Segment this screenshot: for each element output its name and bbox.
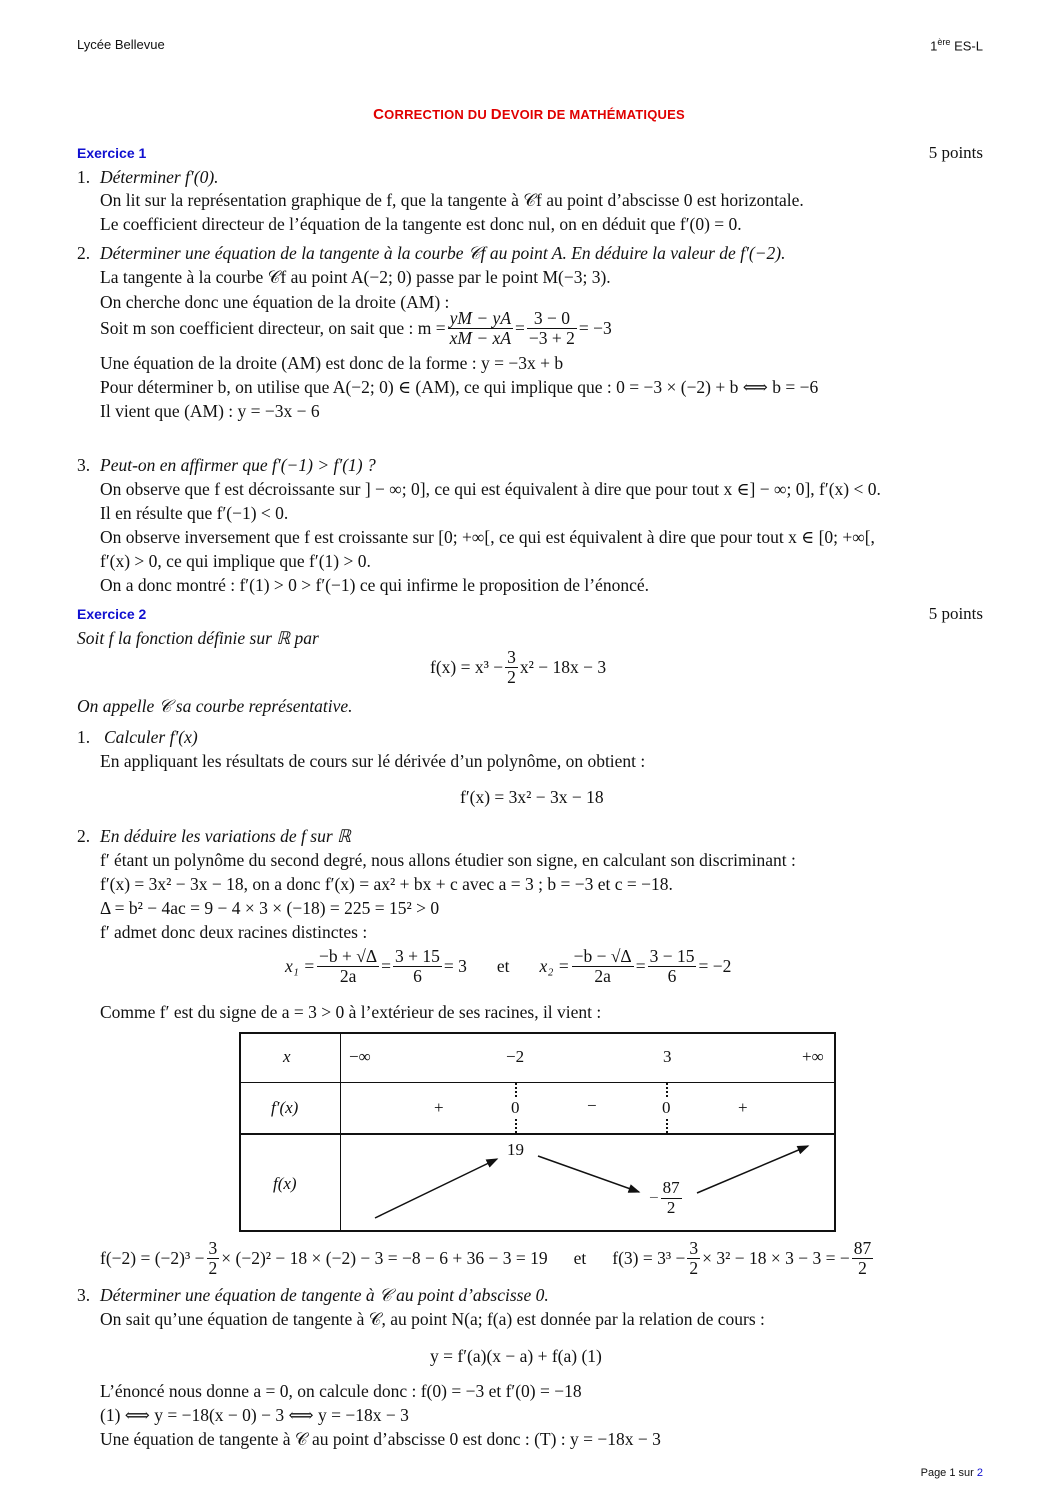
ex2-q3-line-4: Une équation de tangente à 𝒞 au point d’abscisse 0 est donc : (T) : y = −18x − 3 (100, 1429, 661, 1449)
total-pages-link[interactable]: 2 (976, 1467, 983, 1479)
page-indicator: Page 1 sur (920, 1467, 977, 1479)
ex1-q3-num: 3. (77, 455, 91, 475)
arrow-decreasing (538, 1156, 639, 1192)
ex2-q2-line-1: f′ étant un polynôme du second degré, nous allons étudier son signe, en calculant son discriminant : (100, 850, 796, 870)
variation-table (239, 1032, 836, 1232)
frac-den: 2 (208, 1258, 218, 1279)
x1-label: x₁ = (285, 956, 316, 977)
frac-num: 3 + 15 (395, 946, 440, 966)
ex2-q1-num: 1. (77, 727, 91, 747)
ex2-q3-line-2: L’énoncé nous donne a = 0, on calcule donc : f(0) = −3 et f′(0) = −18 (100, 1381, 582, 1401)
x1-fraction-1 (317, 947, 379, 987)
x2-label: x₂ = (539, 956, 570, 977)
x2-fraction-2 (648, 947, 697, 987)
frac-num: 87 (853, 1238, 872, 1258)
ex2-q2-sign-line: Comme f′ est du signe de a = 3 > 0 à l’extérieur de ses racines, il vient : (100, 1002, 602, 1022)
function-rhs: x² − 18x − 3 (519, 657, 607, 678)
ex1-q1-line-2: Le coefficient directeur de l’équation de la tangente est donc nul, on en déduit que f′(0) = 0. (100, 214, 742, 234)
frac-num: 87 (662, 1178, 680, 1197)
sign-zero-1: 0 (511, 1098, 520, 1117)
exercise-1-points: 5 points (928, 143, 983, 162)
ex1-q2-line-4: Une équation de la droite (AM) est donc de la forme : y = −3x + b (100, 353, 564, 373)
class-superscript: ère (937, 37, 951, 47)
frac-den: −3 + 2 (528, 328, 575, 349)
ex1-q2-line-1: La tangente à la courbe 𝒞f au point A(−2; 0) passe par le point M(−3; 3). (100, 267, 611, 287)
f-3-result-fraction (852, 1239, 874, 1279)
slope-intro: Soit m son coefficient directeur, on sait que : m = (100, 318, 446, 339)
x1-fraction-2 (393, 947, 442, 987)
ex2-q3-num: 3. (77, 1285, 91, 1305)
slope-fraction-1 (448, 309, 513, 349)
x-value-minus-2: −2 (506, 1047, 525, 1066)
frac-num: −b + √Δ (319, 946, 378, 966)
f-3-fraction (687, 1239, 700, 1279)
slope-fraction-2 (527, 309, 577, 349)
row-label-fprime: f′(x) (271, 1098, 299, 1117)
ex2-q2-line-3: Δ = b² − 4ac = 9 − 4 × 3 × (−18) = 225 = 15² > 0 (100, 898, 440, 918)
exercise-1-label: Exercice 1 (77, 145, 147, 161)
frac-num: yM − yA (449, 308, 512, 328)
ex1-q3-line-4: f′(x) > 0, ce qui implique que f′(1) > 0. (100, 551, 371, 571)
f-3-rest: × 3² − 18 × 3 − 3 = − (702, 1248, 850, 1269)
ex2-q3-question: Déterminer une équation de tangente à 𝒞 au point d’abscisse 0. (100, 1285, 549, 1305)
frac-den: 2 (858, 1258, 867, 1279)
arrow-increasing-1 (375, 1159, 497, 1218)
page-footer (921, 1467, 983, 1479)
ex2-q2-num: 2. (77, 826, 91, 846)
ex1-q1-num: 1. (77, 167, 91, 187)
x1-value: = 3 (443, 956, 467, 977)
f-minus-2-fraction (207, 1239, 220, 1279)
frac-num: 3 (208, 1238, 218, 1258)
et-connector: et (496, 956, 510, 977)
f-3-lhs: f(3) = 3³ − (612, 1248, 686, 1269)
page-title (0, 106, 1058, 123)
f-minus-2-rest: × (−2)² − 18 × (−2) − 3 = −8 − 6 + 36 − 3 = 19 (221, 1248, 548, 1269)
class-label (930, 37, 983, 53)
row-label-x: x (283, 1047, 291, 1066)
ex1-q2-line-5: Pour déterminer b, on utilise que A(−2; 0) ∈ (AM), ce qui implique que : 0 = −3 × (−2) + b ⟺ b = −6 (100, 377, 819, 397)
ex1-q2-question: Déterminer une équation de la tangente à la courbe 𝒞f au point A. En déduire la valeur de f′(−2). (100, 243, 786, 263)
row-label-f: f(x) (273, 1174, 297, 1193)
frac-den: 2 (507, 667, 516, 688)
ex2-q1-line: En appliquant les résultats de cours sur lé dérivée d’un polynôme, on obtient : (100, 751, 646, 771)
title-cap-1: C (373, 106, 385, 123)
ex1-q3-line-3: On observe inversement que f est croissante sur [0; +∞[, ce qui est équivalent à dire que pour tout x ∈ [0; +∞[, (100, 527, 875, 547)
frac-den: 2a (339, 966, 357, 987)
exercise-2-points: 5 points (928, 604, 983, 623)
ex2-q3-line-1: On sait qu’une équation de tangente à 𝒞, au point N(a; f(a) est donnée par la relation de cours : (100, 1309, 765, 1329)
function-fraction (505, 648, 518, 688)
ex2-q1-formula: f′(x) = 3x² − 3x − 18 (460, 787, 604, 807)
frac-num: 3 (689, 1238, 699, 1258)
sign-plus-2: + (738, 1098, 748, 1117)
min-sign: − (649, 1188, 659, 1208)
ex2-function-definition (430, 648, 606, 688)
ex2-q2-question: En déduire les variations de f sur ℝ (100, 826, 351, 846)
ex2-q2-line-4: f′ admet donc deux racines distinctes : (100, 922, 368, 942)
x-value-3: 3 (663, 1047, 672, 1066)
class-suffix: ES-L (954, 38, 983, 54)
ex1-q3-question: Peut-on en affirmer que f′(−1) > f′(1) ? (100, 455, 376, 475)
title-cap-2: D (490, 106, 502, 123)
f-minus-2-lhs: f(−2) = (−2)³ − (100, 1248, 205, 1269)
ex2-q3-line-3: (1) ⟺ y = −18(x − 0) − 3 ⟺ y = −18x − 3 (100, 1405, 409, 1425)
ex2-q3-formula: y = f′(a)(x − a) + f(a) (1) (430, 1346, 602, 1366)
x2-value: = −2 (698, 956, 732, 977)
sign-minus: − (587, 1096, 597, 1115)
slope-result: = −3 (578, 318, 612, 339)
ex2-extrema-computations (100, 1239, 875, 1279)
ex2-q2-line-2: f′(x) = 3x² − 3x − 18, on a donc f′(x) = ax² + bx + c avec a = 3 ; b = −3 et c = −18. (100, 874, 673, 894)
sign-plus-1: + (434, 1098, 444, 1117)
title-rest-2: EVOIR DE MATHÉMATIQUES (501, 107, 685, 122)
ex2-intro: Soit f la fonction définie sur ℝ par (77, 628, 319, 648)
ex2-q1-question: Calculer f′(x) (104, 727, 198, 747)
et-connector: et (573, 1248, 587, 1269)
frac-den: 2 (689, 1258, 699, 1279)
ex1-q3-line-5: On a donc montré : f′(1) > 0 > f′(−1) ce qui infirme le proposition de l’énoncé. (100, 575, 649, 595)
ex2-curve-intro: On appelle 𝒞 sa courbe représentative. (77, 696, 353, 716)
ex1-q2-slope-formula: Soit m son coefficient directeur, on sait que : m = $\frac{yM - yA}{xM - xA}$ = $\frac{3 - 0}{-3 + 2}$ = −3 (100, 308, 612, 349)
frac-num: 3 − 15 (649, 946, 695, 966)
school-name: Lycée Bellevue (77, 37, 165, 52)
ex1-q1-question: Déterminer f′(0). (100, 167, 219, 187)
frac-den: 2 (666, 1197, 676, 1217)
function-lhs: f(x) = x³ − (430, 657, 504, 678)
frac-den: 6 (667, 966, 677, 987)
title-rest-1: ORRECTION DU (384, 107, 491, 122)
x-value-plus-inf: +∞ (802, 1047, 824, 1066)
ex2-roots: x₁ = $\frac{-b + √\Delta}{2a}$ = $\frac{3 + 15}{6}$ = 3 et x₂ = $\frac{-b - √\Delta}{2a}$ = $\frac{3 - 15}{6}$ = −2 (285, 946, 732, 987)
arrow-increasing-2 (697, 1146, 808, 1193)
frac-den: 6 (413, 966, 422, 987)
x-value-minus-inf: −∞ (349, 1047, 371, 1066)
frac-num: 3 − 0 (527, 309, 577, 329)
ex1-q1-line-1: On lit sur la représentation graphique de f, que la tangente à 𝒞f au point d’abscisse 0 est horizontale. (100, 190, 804, 210)
exercise-2-label: Exercice 2 (77, 606, 147, 622)
variation-arrows (241, 1034, 838, 1234)
ex1-q3-line-1: On observe que f est décroissante sur ] − ∞; 0], ce qui est équivalent à dire que pour tout x ∈] − ∞; 0], f′(x) < 0. (100, 479, 881, 499)
sign-zero-2: 0 (662, 1098, 671, 1117)
frac-num: −b − √Δ (573, 946, 632, 966)
class-number: 1 (930, 38, 938, 54)
ex1-q3-line-2: Il en résulte que f′(−1) < 0. (100, 503, 289, 523)
max-value: 19 (507, 1140, 524, 1159)
ex1-q2-line-6: Il vient que (AM) : y = −3x − 6 (100, 401, 320, 421)
ex1-q2-line-2: On cherche donc une équation de la droite (AM) : (100, 292, 450, 312)
frac-num: 3 (507, 647, 516, 667)
frac-den: xM − xA (449, 328, 512, 349)
frac-den: 2a (594, 966, 611, 987)
ex1-q2-num: 2. (77, 243, 91, 263)
x2-fraction-1 (572, 947, 634, 987)
